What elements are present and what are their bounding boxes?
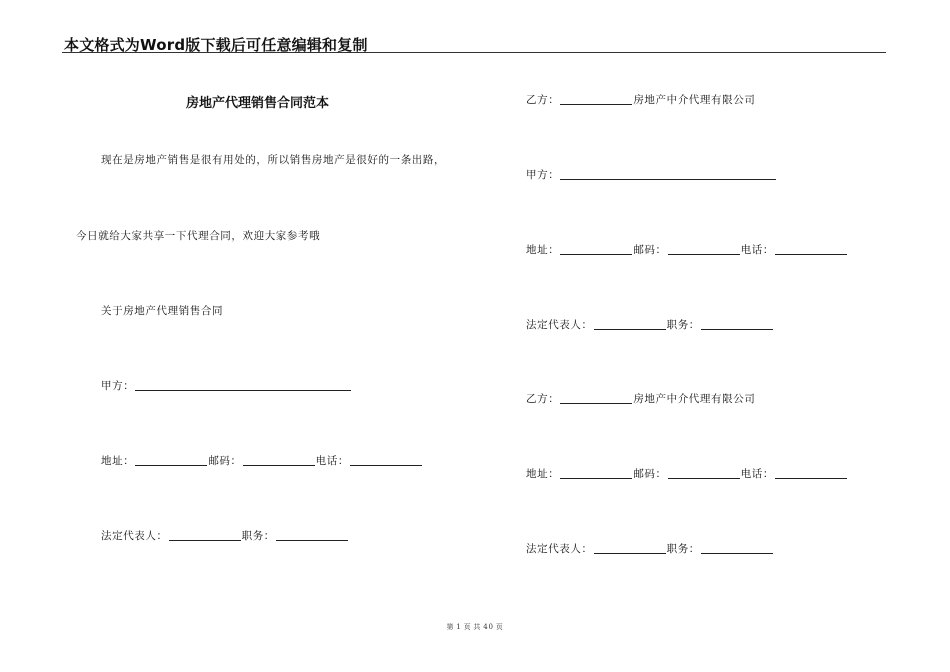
- right-party-a-line: [526, 168, 777, 182]
- position-blank: [276, 530, 348, 541]
- postcode-label: 邮码：: [208, 455, 242, 467]
- right-legal-rep-label: 法定代表人：: [526, 319, 593, 331]
- party-b-blank-2: [560, 393, 632, 404]
- right-postcode-label: 邮码：: [633, 244, 667, 256]
- right-phone-label-2: 电话：: [740, 468, 774, 480]
- footer-prefix: 第: [446, 623, 455, 631]
- right-legal-rep-line: [526, 318, 774, 332]
- party-a-label: 甲方：: [101, 380, 135, 392]
- right-address-blank: [560, 244, 632, 255]
- right-postcode-label-2: 邮码：: [633, 468, 667, 480]
- legal-rep-line: [101, 529, 349, 543]
- contract-heading: 关于房地产代理销售合同: [101, 305, 224, 317]
- right-address-line-2: [526, 467, 848, 481]
- party-a-blank: [135, 380, 351, 391]
- postcode-blank: [243, 455, 315, 466]
- legal-rep-label: 法定代表人：: [101, 530, 168, 542]
- right-postcode-blank: [668, 244, 740, 255]
- right-legal-rep-blank: [594, 319, 666, 330]
- party-b-line-2: [526, 392, 755, 406]
- phone-blank: [350, 455, 422, 466]
- intro-paragraph-2: 今日就给大家共享一下代理合同，欢迎大家参考哦: [76, 230, 321, 242]
- right-legal-rep-line-2: [526, 542, 774, 556]
- party-b-line: [526, 93, 755, 107]
- right-postcode-blank-2: [668, 468, 740, 479]
- right-position-label-2: 职务：: [666, 543, 700, 555]
- party-b-company: 房地产中介代理有限公司: [633, 94, 756, 106]
- party-a-line: [101, 379, 352, 393]
- phone-label: 电话：: [315, 455, 349, 467]
- right-party-a-blank: [560, 169, 776, 180]
- footer-total-pages: 40: [483, 623, 494, 631]
- party-b-label: 乙方：: [526, 94, 560, 106]
- intro-paragraph-1: 现在是房地产销售是很有用处的，所以销售房地产是很好的一条出路，: [101, 154, 446, 166]
- address-blank: [135, 455, 207, 466]
- party-b-blank: [560, 94, 632, 105]
- address-line: [101, 454, 423, 468]
- header-divider: [62, 52, 886, 53]
- right-address-label: 地址：: [526, 244, 560, 256]
- footer-page-number: 1: [456, 623, 462, 631]
- right-position-label: 职务：: [666, 319, 700, 331]
- party-b-company-2: 房地产中介代理有限公司: [633, 393, 756, 405]
- footer-suffix: 页: [495, 623, 504, 631]
- position-label: 职务：: [241, 530, 275, 542]
- document-title: 房地产代理销售合同范本: [186, 96, 330, 111]
- right-phone-label: 电话：: [740, 244, 774, 256]
- legal-rep-blank: [169, 530, 241, 541]
- footer-mid2: 共: [473, 623, 482, 631]
- address-label: 地址：: [101, 455, 135, 467]
- footer-mid1: 页: [463, 623, 472, 631]
- right-legal-rep-label-2: 法定代表人：: [526, 543, 593, 555]
- right-party-a-label: 甲方：: [526, 169, 560, 181]
- right-address-blank-2: [560, 468, 632, 479]
- right-address-line: [526, 243, 848, 257]
- header-title: 本文格式为Word版下载后可任意编辑和复制: [64, 36, 368, 54]
- right-position-blank-2: [701, 543, 773, 554]
- right-address-label-2: 地址：: [526, 468, 560, 480]
- right-phone-blank: [775, 244, 847, 255]
- page-footer: [0, 622, 950, 632]
- right-legal-rep-blank-2: [594, 543, 666, 554]
- right-position-blank: [701, 319, 773, 330]
- party-b-label-2: 乙方：: [526, 393, 560, 405]
- right-phone-blank-2: [775, 468, 847, 479]
